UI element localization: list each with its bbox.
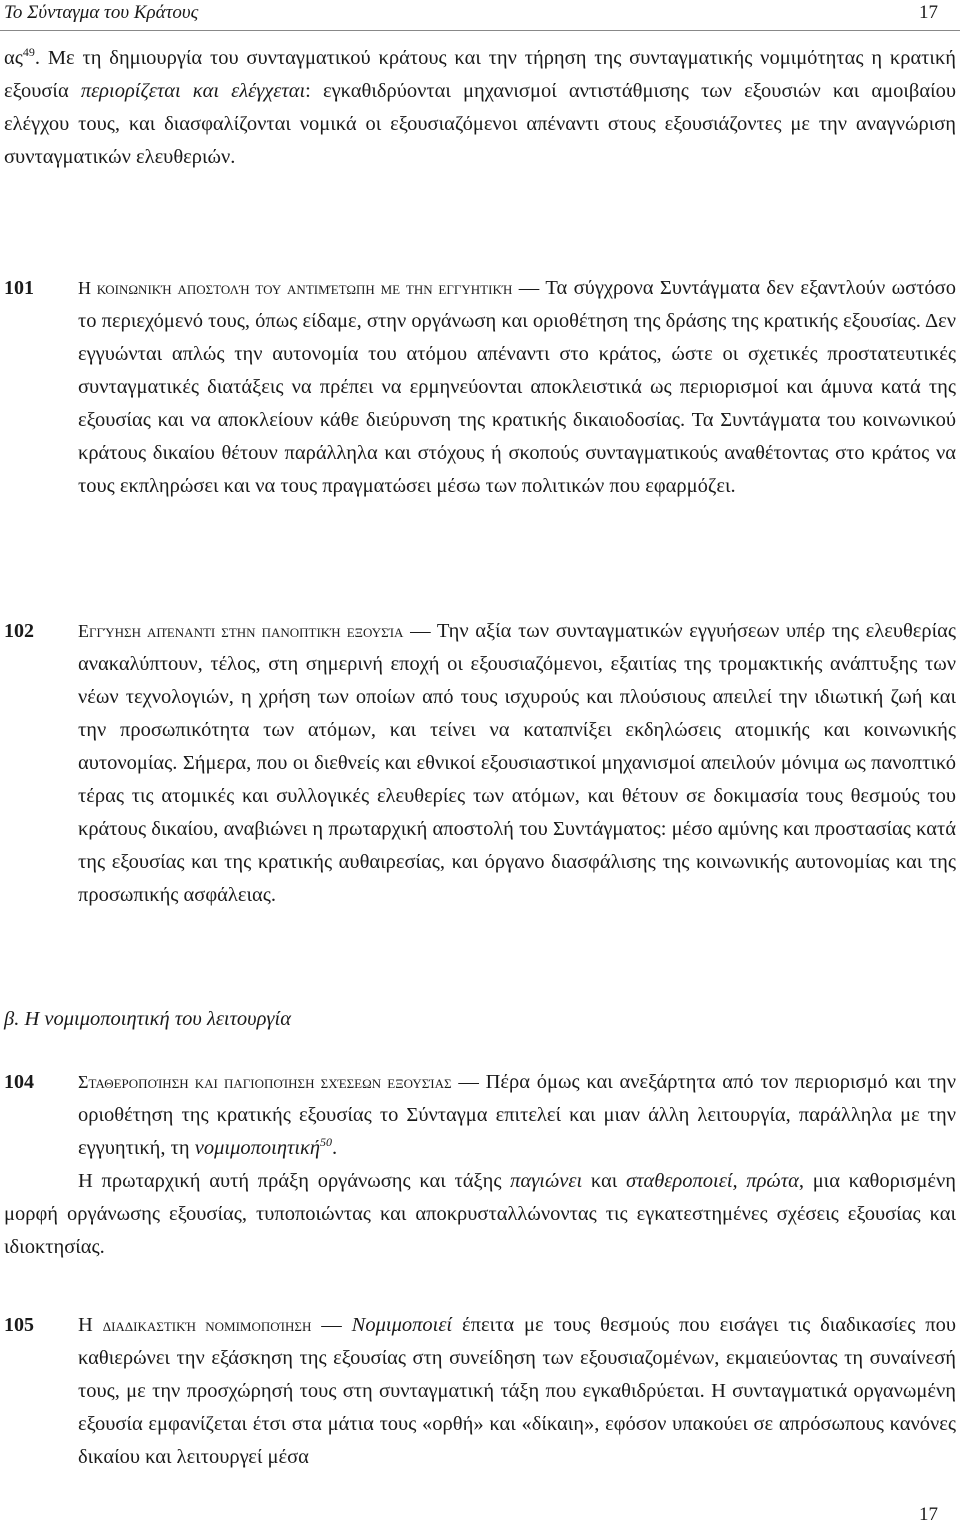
subsection-heading: β. Η νομιμοποιητική του λειτουργία bbox=[4, 1008, 291, 1030]
section-104-p2-italic-2: σταθεροποιεί, πρώτα bbox=[626, 1170, 799, 1192]
section-104-text-1: Πέρα όμως και ανεξάρτητα από τον περιορισμό και την οριοθέτηση της κρατικής εξουσίας το Σύνταγμα επιτελεί και μιαν άλλη λειτουργία, παράλληλα με την εγγυητική, τη bbox=[78, 1071, 956, 1159]
em-dash: — bbox=[311, 1314, 352, 1336]
intro-paragraph bbox=[4, 42, 956, 174]
section-101-text-2: Δεν εγγυώνται απλώς την αυτονομία του ατόμου απέναντι στο κράτος, ώστε οι σχετικές προστατευτικές συνταγματικές διατάξεις να πρέπει να ερμηνεύονται αποκλειστικά ως περιορισμοί και άμυνα κατά της εξουσίας και να αποκλείουν κάθε διεύρυνση της κρατικής δικαιοδοσίας. Τα Συντάγματα του κοινωνικού κράτους δικαίου θέτουν παράλληλα και στόχους ή σκοπούς συνταγματικούς αναθέτοντας στο κράτος να τους εκπληρώσει και να τους πραγματώσει μέσω των πολιτικών που εφαρμόζει. bbox=[78, 310, 956, 497]
section-102-heading: Εγγύηση απέναντι στην πανοπτική εξουσία bbox=[78, 621, 404, 641]
section-104-p2-b: και bbox=[582, 1170, 627, 1192]
running-header bbox=[0, 0, 960, 31]
section-104-p2-a: Η πρωταρχική αυτή πράξη οργάνωσης και τάξης bbox=[78, 1170, 511, 1192]
section-102-text-1: Την αξία των συνταγματικών εγγυήσεων υπέρ της ελευθερίας ανακαλύπτουν, τέλος, στη σημερινή εποχή οι εξουσιαζόμενοι, εξαιτίας της τρομακτικής ανάπτυξης των νέων τεχνολογιών, η χρήση των οποίων από τους ισχυρούς και πλούσιους απειλεί την ιδιωτική ζωή και την προσωπικότητα των ατόμων, και τείνει να καταπνίξει εκδηλώσεις ατομικής και κοινωνικής αυτονομίας. Σήμερα, που οι διεθνείς και εθνικοί εξουσιαστικοί μηχανισμοί απειλούν μόνιμα ως πανοπτικό τέρας τις ατομικές και συλλογικές ελευθερίες των ατόμων, και θέτουν σε δοκιμασία τους θεσμούς του κράτους δικαίου, αναβιώνει η πρωταρχική αποστολή του Συντάγματος: μέσο αμύνης και προστασίας κατά της εξουσίας και της κρατικής αυθαιρεσίας, και όργανο διασφάλισης της κοινωνικής αυτονομίας και της προσωπικής ασφάλειας. bbox=[78, 620, 956, 906]
intro-lead: ας bbox=[4, 47, 23, 69]
section-104-body bbox=[4, 1066, 956, 1165]
section-101-body bbox=[4, 272, 956, 503]
intro-italic-1: περιορίζεται και ελέγχεται bbox=[80, 80, 306, 102]
section-104-para-2 bbox=[4, 1165, 956, 1264]
footer-page-number: 17 bbox=[919, 1504, 938, 1525]
section-101-heading: Η κοινωνική αποστολή του αντιμέτωπη με την εγγυητική bbox=[78, 278, 513, 298]
section-104 bbox=[4, 1066, 956, 1264]
section-105-text-1: έπειτα με τους θεσμούς που εισάγει τις διαδικασίες που καθιερώνει την εξάσκηση της εξουσίας στη συνείδηση των εξουσιαζομένων, εκμαιεύοντας τη συναίνεσή τους, με την προσχώρησή τους στη συνταγματική τάξη που εγκαθιδρύεται. Η συνταγματικά οργανωμένη εξουσία εμφανίζεται έτσι στα μάτια τους «ορθή» και «δίκαιη», εφόσον υπακούει σε απρόσωπους κανόνες δικαίου και λειτουργεί μέσα bbox=[78, 1314, 957, 1468]
intro-text-2: : εγκαθιδρύονται μηχανισμοί αντιστάθμισης των εξουσιών και αμοιβαίου ελέγχου τους, και διασφαλίζονται νομικά οι εξουσιαζόμενοι απέναντι στους εξουσιάζοντες με την αναγνώριση συνταγματικών ελευθεριών. bbox=[4, 80, 956, 168]
em-dash: — bbox=[451, 1071, 486, 1093]
section-104-p2-italic-1: παγιώνει bbox=[510, 1170, 583, 1192]
section-105-heading-b: διαδικαστική νομιμοποίηση bbox=[102, 1315, 312, 1335]
section-number-104: 104 bbox=[4, 1071, 34, 1093]
section-104-italic-1: νομιμοποιητική bbox=[194, 1137, 321, 1159]
section-102 bbox=[4, 615, 956, 912]
em-dash: — bbox=[403, 620, 437, 642]
section-104-p2-c: , μια καθορισμένη μορφή οργάνωσης εξουσίας, τυποποιώντας και αποκρυσταλλώνοντας τις εγκατεστημένες σχέσεις εξουσίας και ιδιοκτησίας. bbox=[4, 1170, 957, 1258]
section-101 bbox=[4, 272, 956, 503]
section-102-body bbox=[4, 615, 956, 912]
section-number-101: 101 bbox=[4, 277, 34, 299]
section-105-body bbox=[4, 1309, 956, 1474]
section-104-text-2: . bbox=[332, 1137, 338, 1159]
running-title: Το Σύνταγμα του Κράτους bbox=[4, 2, 199, 23]
footnote-ref-49[interactable]: 49 bbox=[22, 45, 35, 60]
section-105 bbox=[4, 1309, 956, 1474]
section-104-heading: Σταθεροποίηση και παγιοποίηση σχέσεων εξουσίας bbox=[78, 1072, 452, 1092]
section-101-text-1: Τα σύγχρονα Συντάγματα δεν εξαντλούν ωστόσο το περιεχόμενό τους, όπως είδαμε, στην οργάνωση και οριοθέτηση της δράσης της κρατικής εξουσίας. bbox=[78, 277, 956, 332]
section-105-italic-1: Νομιμοποιεί bbox=[351, 1314, 453, 1336]
header-page-number: 17 bbox=[919, 2, 938, 23]
section-105-heading-a: Η bbox=[78, 1314, 103, 1336]
em-dash: — bbox=[512, 277, 546, 299]
intro-text-1: . Με τη δημιουργία του συνταγματικού κράτους και την τήρηση της συνταγματικής νομιμότητας η κρατική εξουσία bbox=[4, 47, 956, 102]
section-number-105: 105 bbox=[4, 1314, 34, 1336]
footnote-ref-50[interactable]: 50 bbox=[320, 1135, 333, 1150]
section-number-102: 102 bbox=[4, 620, 34, 642]
